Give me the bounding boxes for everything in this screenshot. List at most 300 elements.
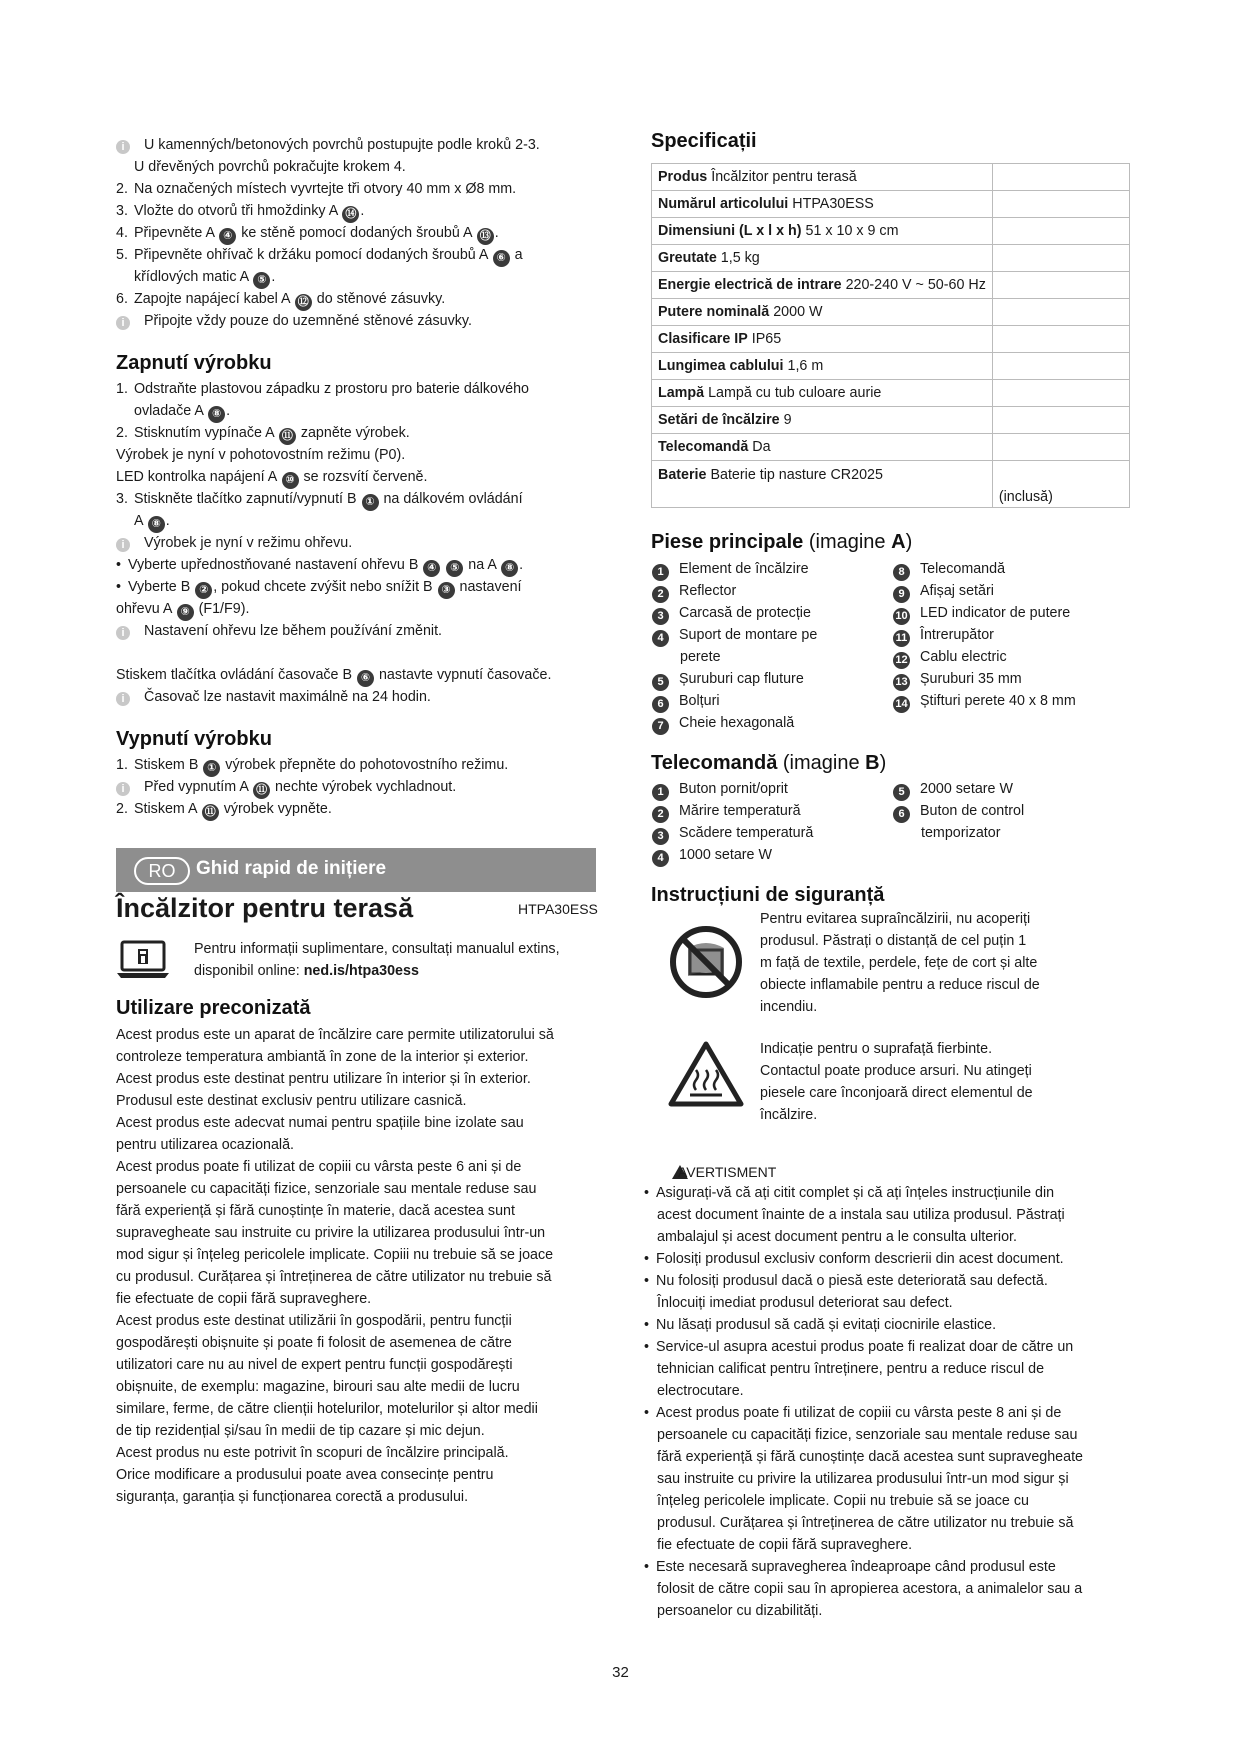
safety-line: Pentru evitarea supraîncălzirii, nu acoperiți: [760, 911, 1031, 927]
warning-text: tehnician calificat pentru întreținere, pentru a reduce riscul de: [657, 1361, 1045, 1377]
callout-number: ②: [195, 582, 212, 599]
text-line: [116, 490, 523, 511]
warning-line: [644, 1316, 996, 1334]
spec-cell: [652, 407, 993, 434]
item-label: Întrerupător: [920, 627, 994, 643]
language-badge: RO: [134, 857, 190, 885]
spec-row: [652, 434, 1130, 461]
remote-item: [892, 802, 1024, 823]
step-number: 6.: [116, 291, 128, 307]
spec-row: [652, 461, 1130, 508]
line-text: Stiskem tlačítka ovládání časovače B ⑥ nastavte vypnutí časovače.: [116, 667, 551, 683]
item-label: Buton pornit/oprit: [679, 781, 788, 797]
line-text: Výrobek je nyní v pohotovostním režimu (P0).: [116, 447, 406, 463]
use-line: de tip rezidențial și/sau în medii de tip cazare și mic dejun.: [116, 1423, 485, 1439]
spec-cell: [652, 353, 993, 380]
do-not-cover-icon: [668, 924, 744, 1000]
safety-line: piesele care înconjoară direct elementul de: [760, 1085, 1033, 1101]
line-text: ovladače A ⑧ .: [134, 403, 230, 419]
callout-number: ⑬: [477, 228, 494, 245]
callout-number: ③: [438, 582, 455, 599]
callout-number: ⑥: [493, 250, 510, 267]
line-text: Výrobek je nyní v režimu ohřevu.: [144, 535, 353, 551]
hot-surface-icon: [668, 1040, 744, 1108]
warning-line: [657, 1426, 1077, 1444]
callout-number: 8: [893, 564, 910, 581]
callout-number: 7: [652, 718, 669, 735]
use-line: Acest produs poate fi utilizat de copiii cu vârsta peste 6 ani și de: [116, 1159, 522, 1175]
more-info-line-2: disponibil online: ned.is/htpa30ess: [194, 963, 419, 979]
part-item: [892, 626, 994, 647]
spec-cell: [652, 461, 993, 508]
use-line: fără experiență și fără cunoștințe în materie, dacă acestea sunt: [116, 1203, 515, 1219]
section-title-intended-use: Utilizare preconizată: [116, 997, 311, 1019]
warning-line: [657, 1448, 1083, 1466]
spec-label: Produs: [658, 169, 708, 185]
use-line: Acest produs nu este potrivit în scopuri de încălzire principală.: [116, 1445, 509, 1461]
spec-value: 9: [783, 412, 792, 428]
spec-table: [651, 163, 1130, 508]
spec-cell: [652, 380, 993, 407]
line-text: Nastavení ohřevu lze během používání změnit.: [144, 623, 443, 639]
safety-line: produsul. Păstrați o distanță de cel puțin 1: [760, 933, 1027, 949]
spec-row: [652, 218, 1130, 245]
part-item: [892, 692, 1076, 713]
more-info-line-1: Pentru informații suplimentare, consultați manualul extins,: [194, 941, 560, 957]
spec-label: Putere nominală: [658, 304, 770, 320]
item-label: Buton de control: [920, 803, 1025, 819]
item-label: perete: [680, 649, 721, 665]
spec-label: Lungimea cablului: [658, 358, 784, 374]
use-line: Acest produs este un aparat de încălzire care permite utilizatorului să: [116, 1027, 554, 1043]
safety-line: încălzire.: [760, 1107, 818, 1123]
spec-label: Energie electrică de intrare: [658, 277, 842, 293]
callout-number: ④: [219, 228, 236, 245]
remote-item: [892, 780, 1013, 801]
use-line: utilizatori care nu au nivel de expert pentru funcții gospodărești: [116, 1357, 513, 1373]
text-line: [116, 312, 472, 330]
step-number: 1.: [116, 381, 128, 397]
part-item: [892, 648, 1007, 669]
warning-text: Acest produs poate fi utilizat de copiii cu vârsta peste 8 ani și de: [656, 1405, 1062, 1421]
item-label: Șuruburi 35 mm: [920, 671, 1022, 687]
part-item: [892, 670, 1022, 691]
line-text: Stiskem A ⑪ výrobek vypněte.: [134, 801, 332, 817]
item-label: Cheie hexagonală: [679, 715, 795, 731]
text-line: [116, 688, 431, 706]
item-label: Suport de montare pe: [679, 627, 818, 643]
spec-cell-empty: [992, 299, 1129, 326]
callout-number: ⑧: [501, 560, 518, 577]
page-number: 32: [612, 1664, 629, 1681]
spec-row: [652, 164, 1130, 191]
use-line: controleze temperatura ambiantă în zone de la interior și exterior.: [116, 1049, 529, 1065]
warning-text: persoanele cu capacități fizice, senzoriale sau mentale reduse sau: [657, 1427, 1078, 1443]
part-item: [651, 560, 809, 581]
part-item: [892, 604, 1070, 625]
callout-number: ①: [203, 760, 220, 777]
text-line: [116, 180, 516, 198]
line-text: Stiskem B ① výrobek přepněte do pohotovostního režimu.: [134, 757, 508, 773]
text-line: [116, 778, 456, 799]
text-line: [116, 468, 427, 489]
line-text: Časovač lze nastavit maximálně na 24 hodin.: [144, 689, 431, 705]
spec-cell: [652, 218, 993, 245]
use-line: Acest produs este adecvat numai pentru spațiile bine izolate sau: [116, 1115, 524, 1131]
text-line: [116, 800, 332, 821]
warning-line: [657, 1492, 1029, 1510]
text-line: [116, 622, 442, 640]
use-line: Acest produs este destinat pentru utilizare în interior și în exterior.: [116, 1071, 531, 1087]
warning-text: Nu lăsați produsul să cadă și evitați ciocnirile elastice.: [656, 1317, 997, 1333]
text-line: [116, 446, 405, 464]
warning-text: produsul. Curățarea și întreținerea de către utilizator nu trebuie să: [657, 1515, 1074, 1531]
use-line: cu produsul. Curățarea și întreținerea de către utilizator nu trebuie să: [116, 1269, 552, 1285]
spec-value: 51 x 10 x 9 cm: [805, 223, 899, 239]
spec-row: [652, 407, 1130, 434]
item-label: Afișaj setări: [920, 583, 994, 599]
part-item: [651, 604, 811, 625]
warning-text: Folosiți produsul exclusiv conform descrierii din acest document.: [656, 1251, 1064, 1267]
warning-text: electrocutare.: [657, 1383, 744, 1399]
safety-line: Indicație pentru o suprafață fierbinte.: [760, 1041, 993, 1057]
spec-cell-empty: [992, 407, 1129, 434]
remote-item: [892, 824, 1000, 842]
spec-cell-empty: [992, 191, 1129, 218]
callout-number: 3: [652, 828, 669, 845]
use-line: pentru utilizarea ocazională.: [116, 1137, 295, 1153]
spec-value: Lampă cu tub culoare aurie: [708, 385, 882, 401]
warning-text: persoanelor cu dizabilități.: [657, 1603, 823, 1619]
line-text: Stiskněte tlačítko zapnutí/vypnutí B ① na dálkovém ovládání: [134, 491, 523, 507]
use-line: gospodărești obișnuite și poate fi folosit de asemenea de către: [116, 1335, 512, 1351]
warning-text: ambalajul și acest document pentru a le consulta ulterior.: [657, 1229, 1018, 1245]
item-label: Telecomandă: [920, 561, 1006, 577]
callout-number: 3: [652, 608, 669, 625]
spec-value: 1,5 kg: [720, 250, 760, 266]
text-line: [116, 534, 352, 552]
spec-value: IP65: [751, 331, 782, 347]
warning-line: [657, 1228, 1017, 1246]
item-label: Șuruburi cap fluture: [679, 671, 804, 687]
spec-value: Încălzitor pentru terasă: [711, 169, 857, 185]
item-label: Știfturi perete 40 x 8 mm: [920, 693, 1076, 709]
banner-title: Ghid rapid de inițiere: [196, 858, 387, 879]
item-label: 1000 setare W: [679, 847, 772, 863]
manual-link[interactable]: ned.is/htpa30ess: [303, 963, 419, 979]
bullet: •: [644, 1317, 650, 1333]
spec-value: 1,6 m: [787, 358, 824, 374]
callout-number: ⑥: [357, 670, 374, 687]
item-label: Element de încălzire: [679, 561, 809, 577]
spec-cell-empty: [992, 434, 1129, 461]
text-line: [134, 268, 275, 289]
item-label: Cablu electric: [920, 649, 1007, 665]
safety-line: incendiu.: [760, 999, 818, 1015]
warning-line: [644, 1250, 1064, 1268]
info-icon: i: [116, 316, 130, 330]
bullet: •: [644, 1405, 650, 1421]
warning-line: [657, 1580, 1082, 1598]
use-line: Orice modificare a produsului poate avea consecințe pentru: [116, 1467, 494, 1483]
warning-line: [657, 1602, 822, 1620]
bullet: •: [644, 1559, 650, 1575]
bullet: •: [644, 1273, 650, 1289]
warning-line: [657, 1470, 1069, 1488]
warning-text: înțeleg pericolele implicate. Copii nu trebuie să se joace cu: [657, 1493, 1029, 1509]
warning-line: [657, 1536, 912, 1554]
part-item: [651, 692, 720, 713]
text-line: [116, 578, 522, 599]
spec-cell-empty: [992, 218, 1129, 245]
line-text: Vyberte upřednostňované nastavení ohřevu B ④ ⑤ na A ⑧ .: [128, 557, 523, 573]
line-text: ohřevu A ⑨ (F1/F9).: [116, 601, 249, 617]
part-item: [651, 670, 804, 691]
callout-number: ⑨: [177, 604, 194, 621]
warning-label: AVERTISMENT: [672, 1163, 776, 1181]
remote-item: [651, 824, 813, 845]
remote-item: [651, 780, 788, 801]
callout-number: ①: [362, 494, 379, 511]
item-label: Scădere temperatură: [679, 825, 814, 841]
item-label: Mărire temperatură: [679, 803, 801, 819]
use-line: Produsul este destinat exclusiv pentru utilizare casnică.: [116, 1093, 467, 1109]
warning-text: Este necesară supravegherea îndeaproape când produsul este: [656, 1559, 1056, 1575]
section-title-remote: Telecomandă (imagine B): [651, 752, 887, 774]
spec-row: [652, 380, 1130, 407]
spec-row: [652, 272, 1130, 299]
line-text: U kamenných/betonových povrchů postupujte podle kroků 2-3.: [144, 137, 540, 153]
callout-number: 5: [893, 784, 910, 801]
warning-text: fără experiență și fără cunoștințe dacă acestea sunt supravegheate: [657, 1449, 1084, 1465]
use-line: siguranța, garanția și funcționarea corectă a produsului.: [116, 1489, 469, 1505]
callout-number: 9: [893, 586, 910, 603]
item-label: LED indicator de putere: [920, 605, 1071, 621]
spec-cell-empty: [992, 326, 1129, 353]
line-text: LED kontrolka napájení A ⑩ se rozsvítí červeně.: [116, 469, 427, 485]
use-line: fie efectuate de copii fără supraveghere.: [116, 1291, 372, 1307]
use-line: mod sigur și înțeleg pericolele implicate. Copiii nu trebuie să se joace: [116, 1247, 554, 1263]
text-line: [116, 246, 523, 267]
bullet: •: [116, 557, 122, 573]
text-line: [134, 158, 406, 176]
safety-line: m față de textile, perdele, fețe de cort și alte: [760, 955, 1038, 971]
step-number: 5.: [116, 247, 128, 263]
spec-value: 2000 W: [773, 304, 823, 320]
item-label: 2000 setare W: [920, 781, 1013, 797]
text-line: [116, 424, 410, 445]
callout-number: 6: [652, 696, 669, 713]
callout-number: 4: [652, 630, 669, 647]
callout-number: 14: [893, 696, 910, 713]
spec-row: [652, 191, 1130, 218]
callout-number: ⑧: [148, 516, 165, 533]
text-line: [116, 202, 364, 223]
callout-number: 12: [893, 652, 910, 669]
line-text: Před vypnutím A ⑪ nechte výrobek vychladnout.: [144, 779, 456, 795]
info-icon: i: [116, 692, 130, 706]
line-text: Vložte do otvorů tři hmoždinky A ⑭ .: [134, 203, 364, 219]
warning-line: [657, 1514, 1073, 1532]
battery-note: (inclusă): [998, 489, 1053, 505]
spec-cell-empty: [992, 164, 1129, 191]
spec-value: Da: [752, 439, 771, 455]
warning-line: [657, 1206, 1065, 1224]
step-number: 2.: [116, 425, 128, 441]
warning-text: folosit de către copii sau în apropierea acestora, a animalelor sau a: [657, 1581, 1083, 1597]
line-text: Zapojte napájecí kabel A ⑫ do stěnové zásuvky.: [134, 291, 445, 307]
language-banner: [116, 848, 596, 892]
bullet: •: [644, 1185, 650, 1201]
warning-text: fie efectuate de copii fără supraveghere.: [657, 1537, 913, 1553]
text-line: [116, 224, 499, 245]
spec-label: Clasificare IP: [658, 331, 748, 347]
use-line: supravegheate sau instruite cu privire la utilizarea produsului într-un: [116, 1225, 546, 1241]
line-text: Připevněte A ④ ke stěně pomocí dodaných šroubů A ⑬ .: [134, 225, 499, 241]
item-label: Reflector: [679, 583, 737, 599]
spec-row: [652, 353, 1130, 380]
line-text: Připevněte ohřívač k držáku pomocí dodaných šroubů A ⑥ a: [134, 247, 523, 263]
spec-label: Telecomandă: [658, 439, 749, 455]
warning-text: acest document înainte de a instala sau utiliza produsul. Păstrați: [657, 1207, 1065, 1223]
use-line: Acest produs este destinat utilizării în gospodării, pentru funcții: [116, 1313, 512, 1329]
spec-cell-empty: [992, 461, 1129, 508]
line-text: U dřevěných povrchů pokračujte krokem 4.: [134, 159, 406, 175]
step-number: 1.: [116, 757, 128, 773]
warning-line: [657, 1360, 1044, 1378]
spec-row: [652, 326, 1130, 353]
spec-value: Baterie tip nasture CR2025: [710, 467, 883, 483]
bullet: •: [644, 1251, 650, 1267]
part-item: [651, 714, 794, 735]
spec-value: HTPA30ESS: [792, 196, 874, 212]
spec-cell-empty: [992, 380, 1129, 407]
line-text: Stisknutím vypínače A ⑪ zapněte výrobek.: [134, 425, 410, 441]
callout-number: ⑤: [446, 560, 463, 577]
line-text: A ⑧ .: [134, 513, 170, 529]
spec-cell: [652, 434, 993, 461]
callout-number: 6: [893, 806, 910, 823]
spec-cell-empty: [992, 353, 1129, 380]
spec-cell: [652, 299, 993, 326]
step-number: 4.: [116, 225, 128, 241]
info-icon: i: [116, 626, 130, 640]
text-line: [116, 666, 551, 687]
warning-line: [644, 1338, 1073, 1356]
laptop-info-icon: [116, 940, 170, 980]
warning-text: Asigurați-vă că ați citit complet și că ați înțeles instrucțiunile din: [656, 1185, 1055, 1201]
text-line: [116, 556, 523, 577]
line-text: křídlových matic A ⑤ .: [134, 269, 275, 285]
text-line: [116, 756, 508, 777]
remote-item: [651, 846, 772, 867]
warning-text: Nu folosiți produsul dacă o piesă este deteriorată sau defectă.: [656, 1273, 1048, 1289]
safety-line: Contactul poate produce arsuri. Nu atingeți: [760, 1063, 1032, 1079]
callout-number: 2: [652, 586, 669, 603]
spec-cell: [652, 164, 993, 191]
model-number: HTPA30ESS: [518, 901, 598, 917]
warning-line: [644, 1404, 1061, 1422]
warning-line: [644, 1184, 1054, 1202]
text-line: [134, 512, 170, 533]
callout-number: ⑪: [253, 782, 270, 799]
spec-label: Lampă: [658, 385, 705, 401]
item-label: temporizator: [921, 825, 1001, 841]
spec-cell: [652, 326, 993, 353]
use-line: obișnuite, de exemplu: magazine, birouri sau alte medii de lucru: [116, 1379, 520, 1395]
section-title-parts: Piese principale (imagine A): [651, 531, 913, 553]
spec-row: [652, 299, 1130, 326]
item-label: Carcasă de protecție: [679, 605, 811, 621]
info-icon: i: [116, 782, 130, 796]
callout-number: ⑪: [202, 804, 219, 821]
callout-number: ⑧: [208, 406, 225, 423]
section-title-safety: Instrucțiuni de siguranță: [651, 884, 885, 906]
line-text: Vyberte B ② , pokud chcete zvýšit nebo snížit B ③ nastavení: [128, 579, 522, 595]
part-item: [651, 626, 817, 647]
line-text: Odstraňte plastovou západku z prostoru pro baterie dálkového: [134, 381, 529, 397]
line-text: Připojte vždy pouze do uzemněné stěnové zásuvky.: [144, 313, 472, 329]
part-item: [651, 648, 721, 666]
warning-line: [644, 1272, 1048, 1290]
callout-number: ⑤: [253, 272, 270, 289]
callout-number: 1: [652, 564, 669, 581]
item-label: Bolțuri: [679, 693, 720, 709]
text-line: [134, 402, 230, 423]
step-number: 3.: [116, 491, 128, 507]
callout-number: ⑩: [282, 472, 299, 489]
callout-number: 10: [893, 608, 910, 625]
warning-line: [657, 1382, 744, 1400]
step-number: 2.: [116, 801, 128, 817]
spec-row: [652, 245, 1130, 272]
line-text: Na označených místech vyvrtejte tři otvory 40 mm x Ø8 mm.: [134, 181, 517, 197]
spec-value: 220-240 V ~ 50-60 Hz: [845, 277, 986, 293]
text-line: [116, 380, 529, 398]
info-icon: i: [116, 140, 130, 154]
part-item: [651, 582, 736, 603]
bullet: •: [644, 1339, 650, 1355]
section-title-specs: Specificații: [651, 130, 757, 152]
callout-number: ⑪: [279, 428, 296, 445]
spec-cell-empty: [992, 245, 1129, 272]
spec-cell: [652, 191, 993, 218]
text-line: [116, 136, 540, 154]
spec-label: Greutate: [658, 250, 717, 266]
info-icon: i: [116, 538, 130, 552]
text-line: [116, 290, 445, 311]
bullet: •: [116, 579, 122, 595]
step-number: 2.: [116, 181, 128, 197]
callout-number: 4: [652, 850, 669, 867]
product-title: Încălzitor pentru terasă: [116, 893, 414, 923]
warning-line: [644, 1558, 1056, 1576]
text-line: [116, 600, 249, 621]
spec-label: Baterie: [658, 467, 707, 483]
spec-cell: [652, 272, 993, 299]
callout-number: 5: [652, 674, 669, 691]
callout-number: ④: [423, 560, 440, 577]
spec-label: Setări de încălzire: [658, 412, 780, 428]
callout-number: 1: [652, 784, 669, 801]
safety-line: obiecte inflamabile pentru a reduce riscul de: [760, 977, 1040, 993]
section-title-off: Vypnutí výrobku: [116, 728, 272, 750]
use-line: persoanele cu capacități fizice, senzoriale sau mentale reduse sau: [116, 1181, 537, 1197]
spec-cell: [652, 245, 993, 272]
callout-number: ⑫: [295, 294, 312, 311]
use-line: similare, ferme, de către clienții hotelurilor, motelurilor și altor medii: [116, 1401, 538, 1417]
warning-text: Service-ul asupra acestui produs poate fi realizat doar de către un: [656, 1339, 1074, 1355]
